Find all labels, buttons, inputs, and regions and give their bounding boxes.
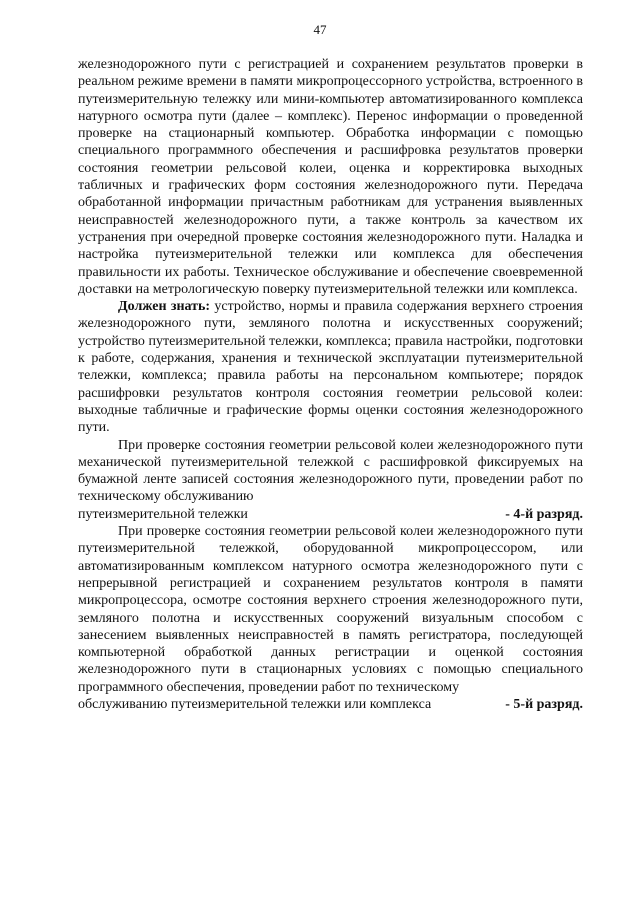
grade-4-text: При проверке состояния геометрии рельсовой колеи железнодорожного пути механической путеизмерительной тележкой с расшифровкой фиксируемых на бумажной ленте записей состояния железнодорожного пути, проведении работ по техническому обслуживанию	[78, 437, 583, 505]
paragraph-grade-4	[78, 437, 583, 523]
grade-4-last-line	[78, 506, 583, 523]
document-body	[78, 56, 583, 713]
grade-5-label: - 5-й разряд.	[505, 696, 583, 712]
paragraph-must-know	[78, 298, 583, 436]
paragraph-work-description: железнодорожного пути с регистрацией и сохранением результатов проверки в реальном режиме времени в памяти микропроцессорного устройства, встроенного в путеизмерительную тележку или мини-компьютер автоматизированного комплекса натурного осмотра пути (далее – комплекс). Перенос информации о проведенной проверке на стационарный компьютер. Обработка информации с помощью специального программного обеспечения и расшифровка результатов проверки состояния геометрии рельсовой колеи, оценка и корректировка выходных табличных и графических форм состояния железнодорожного пути. Передача обработанной информации причастным работникам для устранения выявленных неисправностей железнодорожного пути, а также контроль за качеством их устранения при очередной проверке состояния железнодорожного пути. Наладка и настройка путеизмерительной тележки или комплекса для обеспечения правильности их работы. Техническое обслуживание и обеспечение своевременной доставки на метрологическую поверку путеизмерительной тележки или комплекса.	[78, 57, 583, 297]
must-know-label: Должен знать:	[118, 299, 211, 315]
paragraph-grade-5	[78, 523, 583, 713]
grade-5-last-line	[78, 696, 583, 713]
grade-5-text: При проверке состояния геометрии рельсовой колеи железнодорожного пути путеизмерительной тележкой, оборудованной микропроцессором, или автоматизированным комплексом натурного осмотра железнодорожного пути с непрерывной регистрацией и сохранением результатов контроля в памяти микропроцессора, осмотре состояния верхнего строения железнодорожного пути, земляного полотна и искусственных сооружений визуальным способом с занесением выявленных неисправностей в память регистратора, последующей компьютерной обработкой данных регистрации и оценкой состояния железнодорожного пути в стационарных условиях с помощью специального программного обеспечения, проведении работ по техническому	[78, 524, 583, 695]
grade-4-last-text: путеизмерительной тележки	[78, 506, 248, 522]
page-number: 47	[313, 22, 327, 37]
grade-5-last-text: обслуживанию путеизмерительной тележки или комплекса	[78, 696, 432, 712]
grade-4-label: - 4-й разряд.	[505, 506, 583, 522]
must-know-text: устройство, нормы и правила содержания верхнего строения железнодорожного пути, земляного полотна и искусственных сооружений; устройство путеизмерительной тележки, комплекса; правила настройки, подготовки к работе, содержания, хранения и технической эксплуатации путеизмерительной тележки, комплекса; правила работы на персональном компьютере; порядок расшифровки результатов контроля состояния геометрии рельсовой колеи: выходные табличные и графические формы оценки состояния железнодорожного пути.	[78, 299, 583, 436]
